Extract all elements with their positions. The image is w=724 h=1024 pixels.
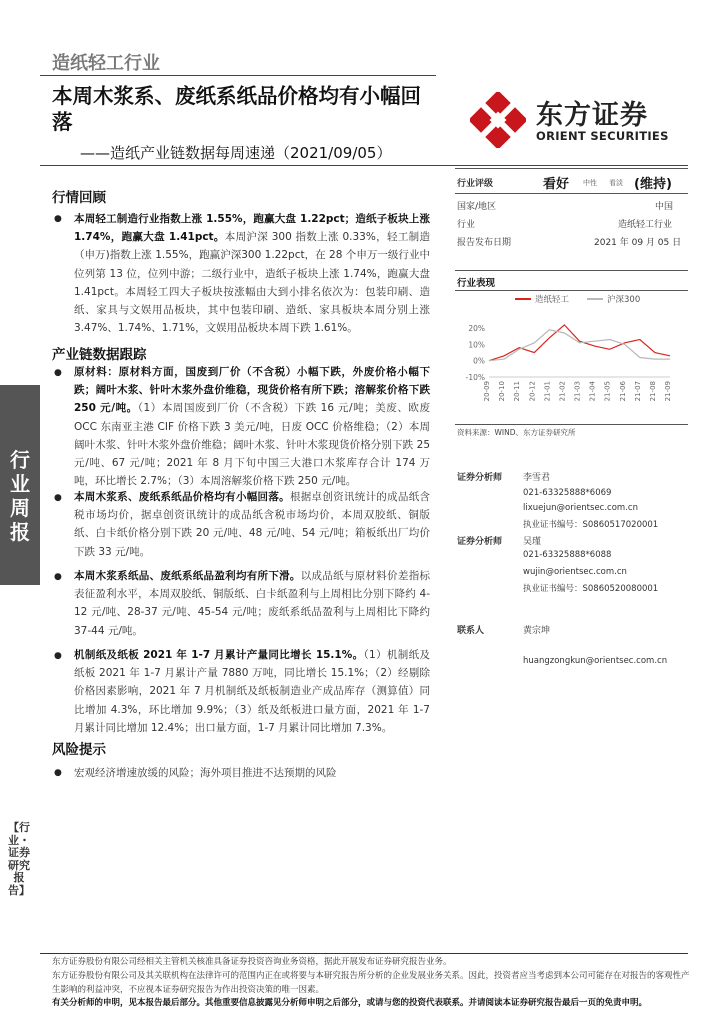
paragraph-highlight: 原材料：原材料方面，国废到厂价（不含税）小幅下跌，外废价格小幅下跌；阔叶木浆、针叶木浆外盘价维稳，现货价格有所下跌；溶解浆价格下跌 250 元/吨。 <box>74 366 430 415</box>
report-type-label: 行业周报 <box>10 448 30 544</box>
analyst-cert: 执业证书编号：S0860520080001 <box>523 584 659 594</box>
rating-maintain: (维持) <box>634 177 672 192</box>
rating-neutral: 中性 <box>583 179 597 187</box>
chart-title: 行业表现 <box>457 278 496 289</box>
analyst-email[interactable]: lixuejun@orientsec.com.cn <box>523 503 638 513</box>
x-tick-label: 20-11 <box>513 381 522 402</box>
analyst-phone: 021-63325888*6088 <box>523 550 612 560</box>
y-tick-label: 0% <box>473 356 485 366</box>
analyst-name: 李雪君 <box>523 473 551 483</box>
section-title-market-review: 行情回顾 <box>52 190 106 206</box>
paragraph-production <box>74 646 430 737</box>
bullet-icon: ● <box>54 368 62 378</box>
info-key-region: 国家/地区 <box>457 202 497 212</box>
analyst-cert: 执业证书编号：S0860517020001 <box>523 520 659 530</box>
divider <box>455 193 688 194</box>
paragraph-highlight: 机制纸及纸板 2021 年 1-7 月累计产量同比增长 15.1%。 <box>74 649 364 661</box>
bullet-icon: ● <box>54 572 62 582</box>
info-val-region: 中国 <box>655 202 674 212</box>
rating-label: 行业评级 <box>457 179 494 189</box>
x-tick-label: 21-08 <box>648 381 657 402</box>
contact-name: 黄宗坤 <box>523 626 551 636</box>
footer-disclosure-2: 东方证券股份有限公司及其关联机构在法律许可的范围内正在或将要与本研究报告所分析的企业发展业务关系。因此，投资者应当考虑到本公司可能存在对报告的客观性产生影响的利益冲突，不应视本证券研究报告为作出投资决策的唯一因素。 <box>52 971 690 995</box>
legend-label: 造纸轻工 <box>535 295 570 305</box>
x-tick-label: 21-03 <box>573 381 582 402</box>
paragraph-text: （1）机制纸及纸板 2021 年 1-7 月累计产量 7880 万吨，同比增长 15.1%；（2）经剔除价格因素影响，2021 年 7 月机制纸及纸板制造业产成品库存（测算值）同比增加 4.3%，环比增加 9.9%；（3）纸及纸板进口量方面，2021 年 1-7 月累计同比增加 12.4%；出口量方面，1-7 月累计同比增加 7.3%。 <box>74 649 430 734</box>
divider <box>40 953 688 954</box>
rating-value: 看好 <box>543 177 570 192</box>
bullet-icon: ● <box>54 493 62 503</box>
section-title-risks: 风险提示 <box>52 742 106 758</box>
info-key-industry: 行业 <box>457 220 476 230</box>
paragraph-market-review <box>74 210 430 337</box>
footer-disclosure-3: 有关分析师的申明，见本报告最后部分。其他重要信息披露见分析师申明之后部分，或请与您的投资代表联系。并请阅读本证券研究报告最后一页的免责申明。 <box>52 998 648 1008</box>
paragraph-raw-materials <box>74 363 430 490</box>
logo-text-en: ORIENT SECURITIES <box>536 129 669 143</box>
x-tick-label: 20-10 <box>498 381 507 402</box>
industry-name: 造纸轻工行业 <box>52 53 160 74</box>
divider <box>40 165 688 166</box>
contact-email[interactable]: huangzongkun@orientsec.com.cn <box>523 656 668 666</box>
divider <box>455 424 688 425</box>
analyst-role: 证券分析师 <box>457 473 503 483</box>
analyst-role: 证券分析师 <box>457 537 503 547</box>
section-title-industry-chain: 产业链数据跟踪 <box>52 347 147 363</box>
report-subtitle: ——造纸产业链数据每周速递（2021/09/05） <box>80 144 392 162</box>
paragraph-text: 本周沪深 300 指数上涨 0.33%，轻工制造（申万)指数上涨 1.55%，跑赢沪深300 1.22pct，在 28 个申万一级行业中位列第 13 位，位列中游；二级行业中，造纸子板块上涨 1.74%，跑赢大盘 1.41pct。本周轻工四大子板块按涨幅由大到小排名依次为：包装印刷、造纸、家具与文娱用品板块，其中包装印刷、造纸、家具板块本周分别上涨 3.47%、1.74%、1.71%，文娱用品板块本周下跌 1.61%。 <box>74 231 430 335</box>
x-tick-label: 20-12 <box>528 381 537 402</box>
vertical-report-label: 【行业・证券研究报告】 <box>8 821 30 897</box>
bullet-icon: ● <box>54 214 62 224</box>
x-tick-label: 21-04 <box>588 381 597 402</box>
series-line <box>489 330 670 361</box>
y-tick-label: -10% <box>465 373 485 382</box>
info-val-date: 2021 年 09 月 05 日 <box>594 238 682 248</box>
paragraph-profitability <box>74 567 430 640</box>
paragraph-highlight: 本周木浆系、废纸系纸品价格均有小幅回落。 <box>74 491 290 503</box>
bullet-icon: ● <box>54 651 62 661</box>
info-key-date: 报告发布日期 <box>457 238 512 248</box>
paragraph-risks: 宏观经济增速放缓的风险；海外项目推进不达预期的风险 <box>74 767 337 779</box>
x-tick-label: 21-01 <box>543 381 552 402</box>
industry-performance-chart <box>455 292 688 422</box>
paragraph-paper-prices <box>74 488 430 561</box>
paragraph-text: （1）本周国废到厂价（不含税）下跌 16 元/吨；美废、欧废 OCC 东南亚主港 CIF 价格下跌 3 美元/吨，日废 OCC 价格维稳；（2）本周阔叶木浆、针叶木浆外盘价维稳；阔叶木浆、针叶木浆现货价格分别下跌 25 元/吨、67 元/吨；2021 年 8 月下旬中国三大港口木浆库存合计 174 万吨，环比增长 2.7%；（3）本周溶解浆价格下跌 250 元/吨。 <box>74 402 430 488</box>
legend-label: 沪深300 <box>607 295 641 305</box>
report-title: 本周木浆系、废纸系纸品价格均有小幅回落 <box>52 84 421 134</box>
footer-disclosure-1: 东方证券股份有限公司经相关主管机关核准具备证券投资咨询业务资格，据此开展发布证券研究报告业务。 <box>52 957 452 967</box>
bullet-icon: ● <box>54 768 62 778</box>
x-tick-label: 21-09 <box>664 381 672 402</box>
paragraph-highlight: 本周木浆系纸品、废纸系纸品盈利均有所下滑。 <box>74 570 301 582</box>
analyst-name: 吴瑾 <box>523 537 542 547</box>
divider <box>40 75 436 76</box>
orient-securities-logo-icon <box>470 92 526 148</box>
divider <box>455 270 688 271</box>
logo-text-cn: 东方证券 <box>536 100 648 131</box>
y-tick-label: 20% <box>468 324 485 334</box>
info-val-industry: 造纸轻工行业 <box>618 220 673 230</box>
y-tick-label: 10% <box>468 340 485 350</box>
paragraph-text: 根据卓创资讯统计的成品纸含税市场均价，据卓创资讯统计的成品纸含税市场均价，本周双胶纸、铜版纸、白卡纸价格分别下跌 20 元/吨、48 元/吨、54 元/吨；箱板纸出厂均价下跌 33 元/吨。 <box>74 491 430 558</box>
x-tick-label: 21-05 <box>603 381 612 402</box>
paragraph-highlight: 本周轻工制造行业指数上涨 1.55%，跑赢大盘 1.22pct；造纸子板块上涨 1.74%，跑赢大盘 1.41pct。 <box>74 213 430 244</box>
rating-negative: 看淡 <box>609 179 623 187</box>
contact-role: 联系人 <box>457 626 485 636</box>
paragraph-text: 以成品纸与原材料价差指标表征盈利水平，本周双胶纸、铜版纸、白卡纸盈利与上周相比分别下降约 4-12 元/吨、28-37 元/吨、45-54 元/吨；废纸系纸品盈利与上周相比下降约 37-44 元/吨。 <box>74 570 430 637</box>
x-tick-label: 21-06 <box>618 381 627 402</box>
chart-source: 资料来源：WIND、东方证券研究所 <box>457 428 576 437</box>
divider <box>455 168 688 169</box>
x-tick-label: 21-07 <box>633 381 642 402</box>
divider <box>455 290 688 291</box>
x-tick-label: 20-09 <box>483 381 491 402</box>
analyst-email[interactable]: wujin@orientsec.com.cn <box>523 567 627 577</box>
analyst-phone: 021-63325888*6069 <box>523 488 612 498</box>
x-tick-label: 21-02 <box>558 381 567 402</box>
